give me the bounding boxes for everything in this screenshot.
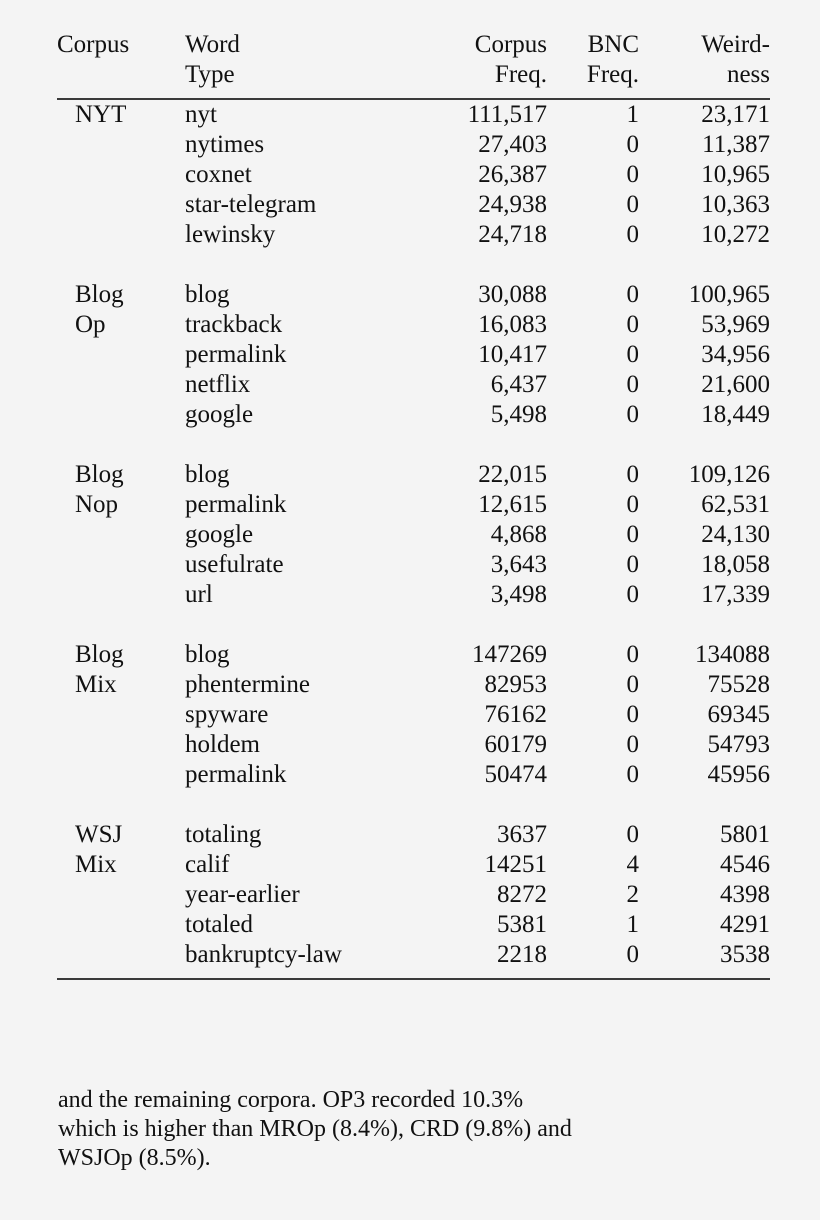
table-row xyxy=(57,520,770,550)
cell-corpus: Op xyxy=(75,311,106,338)
cell-word-type: coxnet xyxy=(185,161,252,188)
cell-bnc-freq: 0 xyxy=(626,341,639,368)
cell-weirdness: 5801 xyxy=(720,821,770,848)
table-row xyxy=(57,340,770,370)
cell-corpus: Blog xyxy=(75,461,124,488)
cell-word-type: blog xyxy=(185,281,230,308)
body-paragraph xyxy=(58,1086,750,1173)
table-block-spacer xyxy=(57,610,770,640)
cell-weirdness: 10,965 xyxy=(701,161,770,188)
table-block-spacer-cell xyxy=(57,430,770,460)
table-row xyxy=(57,490,770,520)
cell-word-type: calif xyxy=(185,851,230,878)
cell-corpus-freq: 2218 xyxy=(497,941,547,968)
cell-bnc-freq: 0 xyxy=(626,521,639,548)
cell-corpus-freq: 50474 xyxy=(484,761,547,788)
cell-weirdness: 18,449 xyxy=(701,401,770,428)
cell-bnc-freq: 1 xyxy=(626,911,639,938)
cell-word-type: bankruptcy-law xyxy=(185,941,342,968)
cell-corpus: WSJ xyxy=(75,821,123,848)
cell-corpus-freq: 30,088 xyxy=(478,281,547,308)
cell-corpus xyxy=(57,130,185,160)
cell-corpus xyxy=(57,520,185,550)
cell-weirdness: 134088 xyxy=(695,641,770,668)
column-header-bnc-freq xyxy=(565,30,655,98)
cell-corpus-freq: 5381 xyxy=(497,911,547,938)
cell-weirdness: 54793 xyxy=(707,731,770,758)
cell-corpus-freq: 147269 xyxy=(472,641,547,668)
cell-bnc-freq: 0 xyxy=(626,941,639,968)
corpus-frequency-table xyxy=(57,30,770,970)
cell-corpus xyxy=(57,220,185,250)
table-row xyxy=(57,310,770,340)
cell-corpus-freq: 10,417 xyxy=(478,341,547,368)
cell-corpus-freq: 82953 xyxy=(484,671,547,698)
cell-corpus-freq: 3637 xyxy=(497,821,547,848)
cell-word-type: trackback xyxy=(185,311,283,338)
cell-weirdness: 10,272 xyxy=(701,221,770,248)
cell-corpus: Nop xyxy=(75,491,119,518)
cell-word-type: spyware xyxy=(185,701,269,728)
column-header-bnc-freq-line1: BNC xyxy=(587,31,639,58)
cell-bnc-freq: 0 xyxy=(626,641,639,668)
cell-word-type: usefulrate xyxy=(185,551,284,578)
cell-word-type: holdem xyxy=(185,731,260,758)
table-row xyxy=(57,100,770,130)
cell-corpus: Blog xyxy=(75,281,124,308)
column-header-weirdness-line1: Weird- xyxy=(701,31,770,58)
cell-bnc-freq: 0 xyxy=(626,161,639,188)
cell-corpus xyxy=(57,910,185,940)
cell-corpus-freq: 60179 xyxy=(484,731,547,758)
table-row xyxy=(57,460,770,490)
cell-corpus: NYT xyxy=(75,101,127,128)
cell-word-type: totaling xyxy=(185,821,262,848)
cell-bnc-freq: 0 xyxy=(626,821,639,848)
cell-corpus xyxy=(57,370,185,400)
cell-word-type: nytimes xyxy=(185,131,265,158)
table-row xyxy=(57,760,770,790)
column-header-word-type xyxy=(185,30,417,98)
cell-weirdness: 45956 xyxy=(707,761,770,788)
cell-corpus xyxy=(57,580,185,610)
cell-weirdness: 23,171 xyxy=(701,101,770,128)
column-header-bnc-freq-line2: Freq. xyxy=(586,61,639,88)
table-row xyxy=(57,940,770,970)
cell-corpus xyxy=(57,940,185,970)
cell-corpus xyxy=(57,700,185,730)
cell-weirdness: 11,387 xyxy=(702,131,770,158)
column-header-corpus-freq xyxy=(417,30,565,98)
cell-bnc-freq: 0 xyxy=(626,581,639,608)
cell-corpus-freq: 16,083 xyxy=(478,311,547,338)
cell-bnc-freq: 4 xyxy=(626,851,639,878)
cell-word-type: permalink xyxy=(185,761,287,788)
column-header-corpus-freq-line1: Corpus xyxy=(474,31,547,58)
cell-word-type: blog xyxy=(185,641,230,668)
cell-corpus xyxy=(57,340,185,370)
body-paragraph-line-1: and the remaining corpora. OP3 recorded 10.3% xyxy=(58,1087,524,1113)
cell-corpus xyxy=(57,880,185,910)
cell-word-type: phentermine xyxy=(185,671,310,698)
cell-corpus xyxy=(57,550,185,580)
table-block-spacer xyxy=(57,250,770,280)
cell-bnc-freq: 0 xyxy=(626,671,639,698)
cell-word-type: blog xyxy=(185,461,230,488)
cell-corpus xyxy=(57,160,185,190)
table-row xyxy=(57,820,770,850)
cell-word-type: star-telegram xyxy=(185,191,317,218)
cell-bnc-freq: 0 xyxy=(626,131,639,158)
header-row xyxy=(57,30,770,98)
table-row xyxy=(57,370,770,400)
cell-corpus-freq: 6,437 xyxy=(490,371,547,398)
cell-weirdness: 4398 xyxy=(720,881,770,908)
cell-bnc-freq: 1 xyxy=(626,101,639,128)
table-row xyxy=(57,910,770,940)
cell-corpus xyxy=(57,730,185,760)
cell-weirdness: 34,956 xyxy=(701,341,770,368)
cell-corpus-freq: 27,403 xyxy=(478,131,547,158)
cell-bnc-freq: 0 xyxy=(626,371,639,398)
cell-word-type: permalink xyxy=(185,341,287,368)
cell-bnc-freq: 0 xyxy=(626,401,639,428)
cell-bnc-freq: 2 xyxy=(626,881,639,908)
cell-bnc-freq: 0 xyxy=(626,551,639,578)
cell-word-type: url xyxy=(185,581,213,608)
column-header-weirdness-line2: ness xyxy=(726,61,770,88)
cell-word-type: netflix xyxy=(185,371,251,398)
table-row xyxy=(57,160,770,190)
table-row xyxy=(57,580,770,610)
cell-bnc-freq: 0 xyxy=(626,701,639,728)
table-row xyxy=(57,640,770,670)
cell-corpus-freq: 12,615 xyxy=(478,491,547,518)
cell-corpus xyxy=(57,190,185,220)
column-header-weirdness xyxy=(655,30,770,98)
table-row xyxy=(57,550,770,580)
table-row xyxy=(57,670,770,700)
table-row xyxy=(57,280,770,310)
cell-word-type: totaled xyxy=(185,911,254,938)
cell-weirdness: 3538 xyxy=(720,941,770,968)
cell-weirdness: 21,600 xyxy=(701,371,770,398)
cell-word-type: year-earlier xyxy=(185,881,300,908)
cell-word-type: google xyxy=(185,401,254,428)
cell-corpus xyxy=(57,760,185,790)
cell-weirdness: 62,531 xyxy=(701,491,770,518)
frequency-table-container xyxy=(57,30,770,980)
table-block-spacer xyxy=(57,430,770,460)
cell-corpus: Mix xyxy=(75,671,117,698)
cell-weirdness: 4546 xyxy=(720,851,770,878)
cell-corpus-freq: 76162 xyxy=(484,701,547,728)
cell-corpus-freq: 24,938 xyxy=(478,191,547,218)
cell-weirdness: 17,339 xyxy=(701,581,770,608)
cell-weirdness: 53,969 xyxy=(701,311,770,338)
table-block-spacer-cell xyxy=(57,250,770,280)
table-row xyxy=(57,880,770,910)
cell-weirdness: 18,058 xyxy=(701,551,770,578)
table-block-spacer-cell xyxy=(57,610,770,640)
cell-corpus-freq: 4,868 xyxy=(490,521,547,548)
body-paragraph-line-3: WSJOp (8.5%). xyxy=(58,1145,211,1171)
cell-word-type: google xyxy=(185,521,254,548)
table-row xyxy=(57,730,770,760)
cell-bnc-freq: 0 xyxy=(626,461,639,488)
cell-corpus-freq: 3,498 xyxy=(490,581,547,608)
cell-corpus: Mix xyxy=(75,851,117,878)
column-header-word-type-line1: Word xyxy=(185,31,240,58)
table-block-spacer xyxy=(57,790,770,820)
column-header-word-type-line2: Type xyxy=(185,61,235,88)
table-row xyxy=(57,130,770,160)
table-row xyxy=(57,220,770,250)
cell-corpus-freq: 24,718 xyxy=(478,221,547,248)
cell-bnc-freq: 0 xyxy=(626,221,639,248)
table-row xyxy=(57,850,770,880)
cell-bnc-freq: 0 xyxy=(626,491,639,518)
cell-bnc-freq: 0 xyxy=(626,191,639,218)
cell-bnc-freq: 0 xyxy=(626,761,639,788)
cell-weirdness: 24,130 xyxy=(701,521,770,548)
column-header-corpus xyxy=(57,30,185,98)
cell-corpus-freq: 22,015 xyxy=(478,461,547,488)
cell-corpus-freq: 8272 xyxy=(497,881,547,908)
table-row xyxy=(57,700,770,730)
table-header xyxy=(57,30,770,100)
cell-word-type: lewinsky xyxy=(185,221,276,248)
cell-weirdness: 4291 xyxy=(720,911,770,938)
cell-corpus-freq: 3,643 xyxy=(490,551,547,578)
table-row xyxy=(57,400,770,430)
column-header-corpus-freq-line2: Freq. xyxy=(494,61,547,88)
column-header-corpus-line1: Corpus xyxy=(57,31,130,58)
cell-corpus-freq: 26,387 xyxy=(478,161,547,188)
cell-corpus-freq: 5,498 xyxy=(490,401,547,428)
table-bottom-rule xyxy=(57,970,770,980)
table-row xyxy=(57,190,770,220)
table-block-spacer-cell xyxy=(57,790,770,820)
cell-corpus: Blog xyxy=(75,641,124,668)
cell-corpus xyxy=(57,400,185,430)
cell-weirdness: 100,965 xyxy=(688,281,770,308)
cell-weirdness: 10,363 xyxy=(701,191,770,218)
cell-weirdness: 75528 xyxy=(707,671,770,698)
body-paragraph-line-2: which is higher than MROp (8.4%), CRD (9.8%) and xyxy=(58,1116,572,1142)
cell-weirdness: 109,126 xyxy=(688,461,770,488)
cell-bnc-freq: 0 xyxy=(626,311,639,338)
cell-bnc-freq: 0 xyxy=(626,731,639,758)
cell-corpus-freq: 111,517 xyxy=(467,101,547,128)
table-body xyxy=(57,100,770,970)
cell-bnc-freq: 0 xyxy=(626,281,639,308)
cell-word-type: nyt xyxy=(185,101,217,128)
cell-weirdness: 69345 xyxy=(707,701,770,728)
cell-word-type: permalink xyxy=(185,491,287,518)
cell-corpus-freq: 14251 xyxy=(484,851,547,878)
